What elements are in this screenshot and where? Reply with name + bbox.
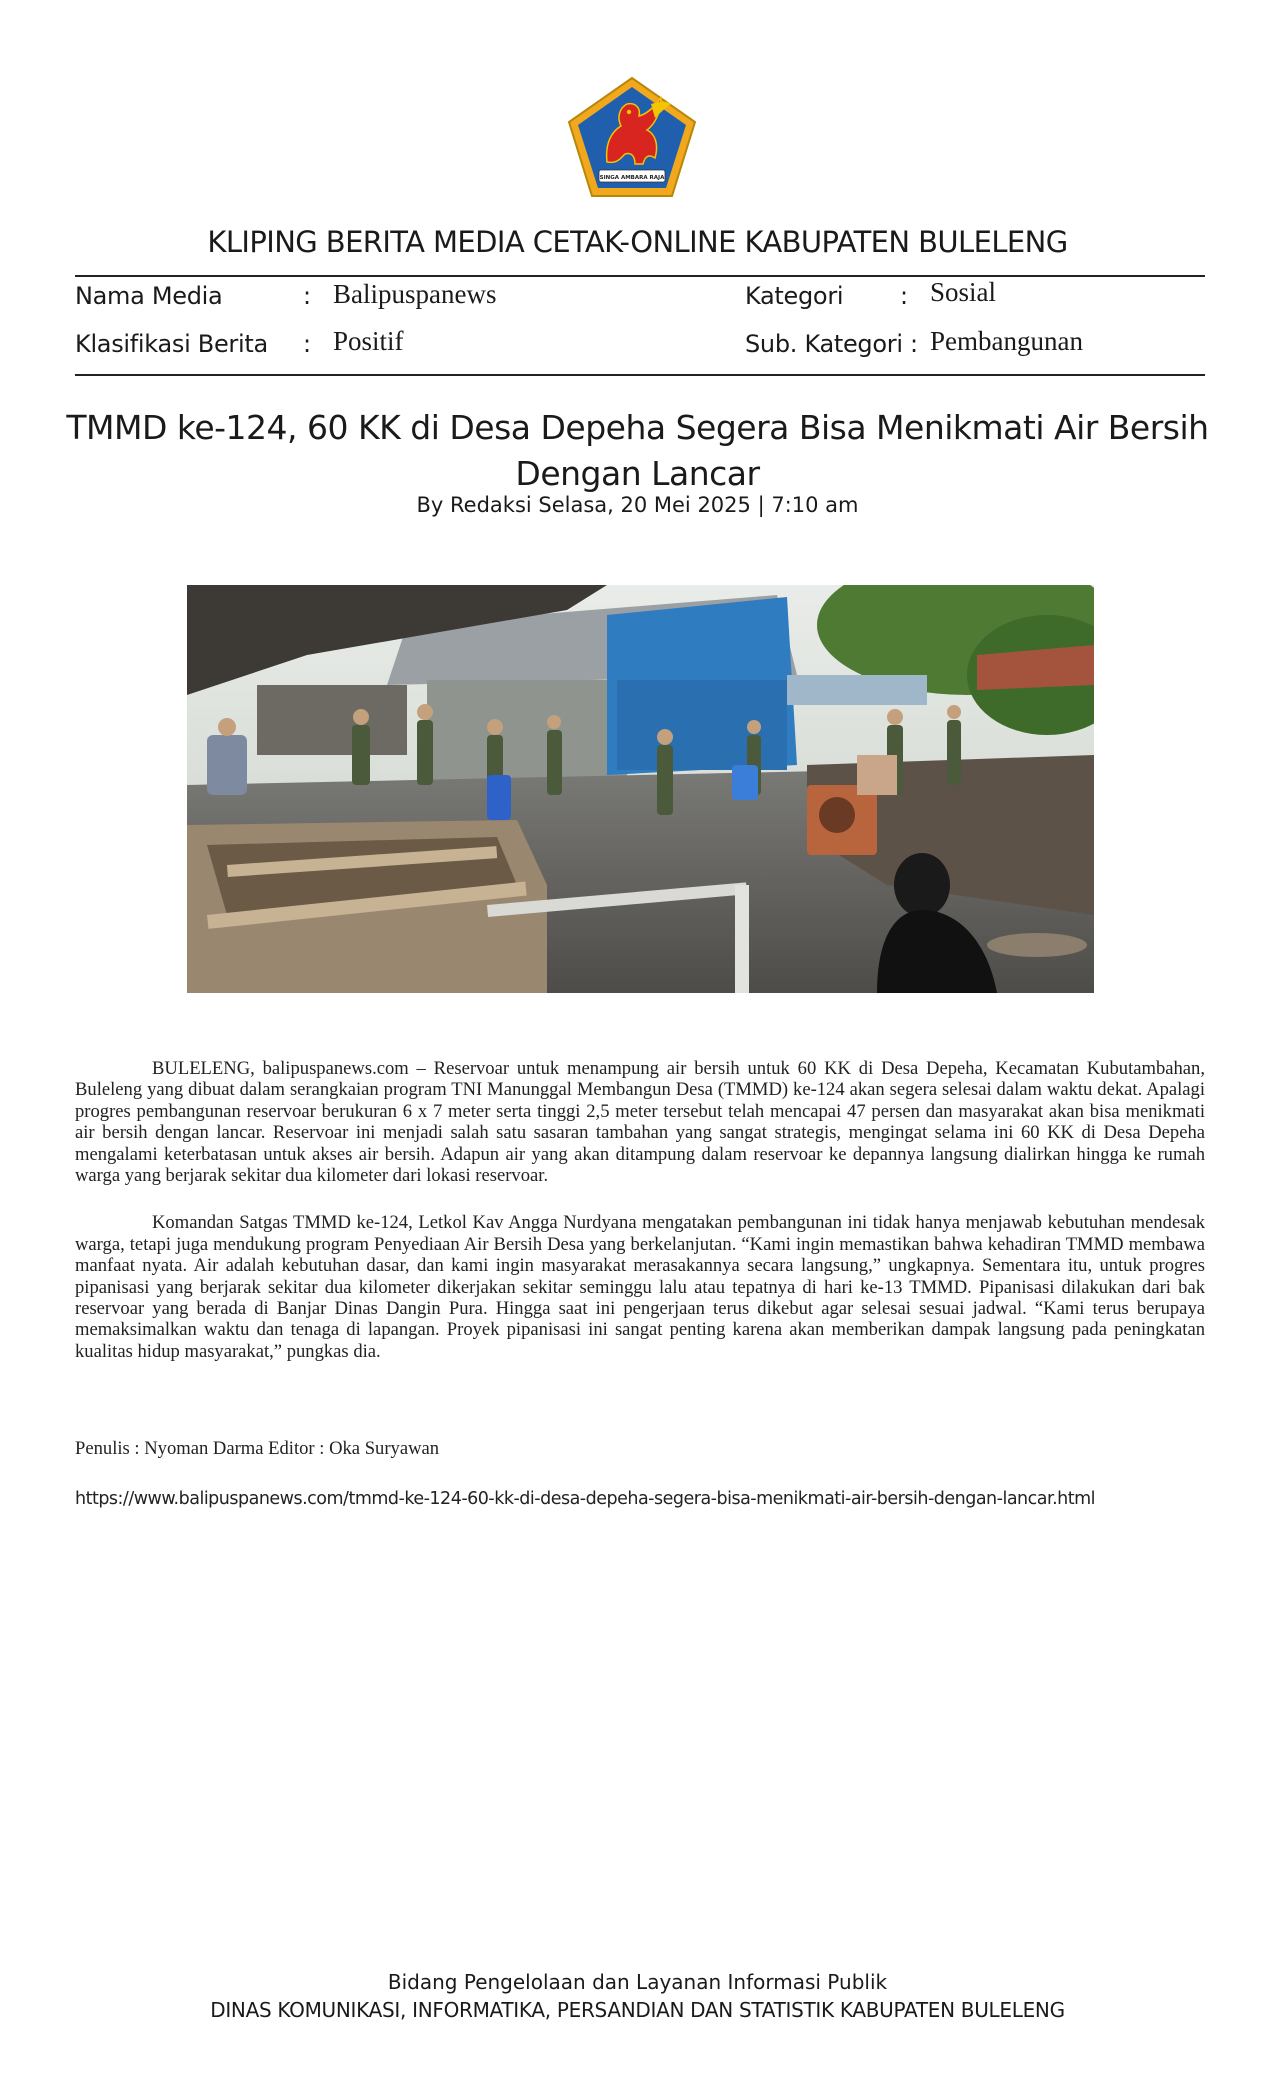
media-name-separator: : xyxy=(303,282,311,310)
category-value: Sosial xyxy=(930,277,997,307)
article-source-url[interactable]: https://www.balipuspanews.com/tmmd-ke-124-60-kk-di-desa-depeha-segera-bisa-menikmati-air-bersih-dengan-lancar.html xyxy=(75,1489,1096,1509)
article-paragraph-2: Komandan Satgas TMMD ke-124, Letkol Kav Angga Nurdyana mengatakan pembangunan ini tidak hanya menjawab kebutuhan mendesak warga, tetapi juga mendukung program Penyediaan Air Bersih Desa yang berkelanjutan. “Kami ingin memastikan bahwa kehadiran TMMD membawa manfaat nyata. Air adalah kebutuhan dasar, dan kami ingin masyarakat merasakannya secara langsung,” ungkapnya. Sementara itu, untuk progres pipanisasi yang berjarak sekitar dua kilometer dikerjakan sekitar seminggu lalu atau tepatnya di hari ke-13 TMMD. Pipanisasi dilakukan dari bak reservoar yang berada di Banjar Dinas Dangin Pura. Hingga saat ini pengerjaan terus dikebut agar selesai sesuai jadwal. “Kami terus berupaya memaksimalkan waktu dan tenaga di lapangan. Proyek pipanisasi ini sangat penting karena akan memberikan dampak langsung pada peningkatan kualitas hidup masyarakat,” pungkas dia. xyxy=(75,1212,1205,1362)
article-body xyxy=(75,1058,1205,1388)
article-byline: By Redaksi Selasa, 20 Mei 2025 | 7:10 am xyxy=(416,493,859,517)
media-name-value: Balipuspanews xyxy=(333,279,497,309)
header-bottom-rule xyxy=(75,374,1205,376)
classification-value: Positif xyxy=(333,326,404,356)
media-name-label: Nama Media xyxy=(75,282,223,310)
sub-category-label: Sub. Kategori : xyxy=(745,330,918,358)
article-paragraph-1: BULELENG, balipuspanews.com – Reservoar untuk menampung air bersih untuk 60 KK di Desa Depeha, Kecamatan Kubutambahan, Buleleng yang dibuat dalam serangkaian program TNI Manunggal Membangun Desa (TMMD) ke-124 akan segera selesai dalam waktu dekat. Apalagi progres pembangunan reservoar berukuran 6 x 7 meter serta tinggi 2,5 meter tersebut telah mencapai 47 persen dan masyarakat akan bisa menikmati air bersih dengan lancar. Reservoar ini menjadi salah satu sasaran tambahan yang sangat strategis, mengingat selama ini 60 KK di Desa Depeha mengalami keterbatasan untuk akses air bersih. Adapun air yang akan ditampung dalam reservoar ke depannya langsung dialirkan hingga ke rumah warga yang berjarak sekitar dua kilometer dari lokasi reservoar. xyxy=(75,1058,1205,1187)
footer-division: Bidang Pengelolaan dan Layanan Informasi Publik xyxy=(387,1970,888,1994)
clipping-header-title: KLIPING BERITA MEDIA CETAK-ONLINE KABUPATEN BULELENG xyxy=(207,225,1068,259)
logo-motto: SINGA AMBARA RAJA xyxy=(599,175,665,181)
article-headline: TMMD ke-124, 60 KK di Desa Depeha Segera Bisa Menikmati Air Bersih Dengan Lancar xyxy=(66,408,1209,493)
category-separator: : xyxy=(900,282,908,310)
sub-category-value: Pembangunan xyxy=(930,326,1083,356)
header-top-rule xyxy=(75,275,1205,277)
classification-label: Klasifikasi Berita xyxy=(75,330,268,358)
classification-separator: : xyxy=(303,330,311,358)
category-label: Kategori xyxy=(745,282,844,310)
singa-ambara-raja-emblem-icon xyxy=(565,74,699,200)
article-photo xyxy=(187,585,1094,993)
footer-agency: DINAS KOMUNIKASI, INFORMATIKA, PERSANDIAN DAN STATISTIK KABUPATEN BULELENG xyxy=(210,1998,1065,2022)
article-credit: Penulis : Nyoman Darma Editor : Oka Suryawan xyxy=(75,1438,440,1459)
